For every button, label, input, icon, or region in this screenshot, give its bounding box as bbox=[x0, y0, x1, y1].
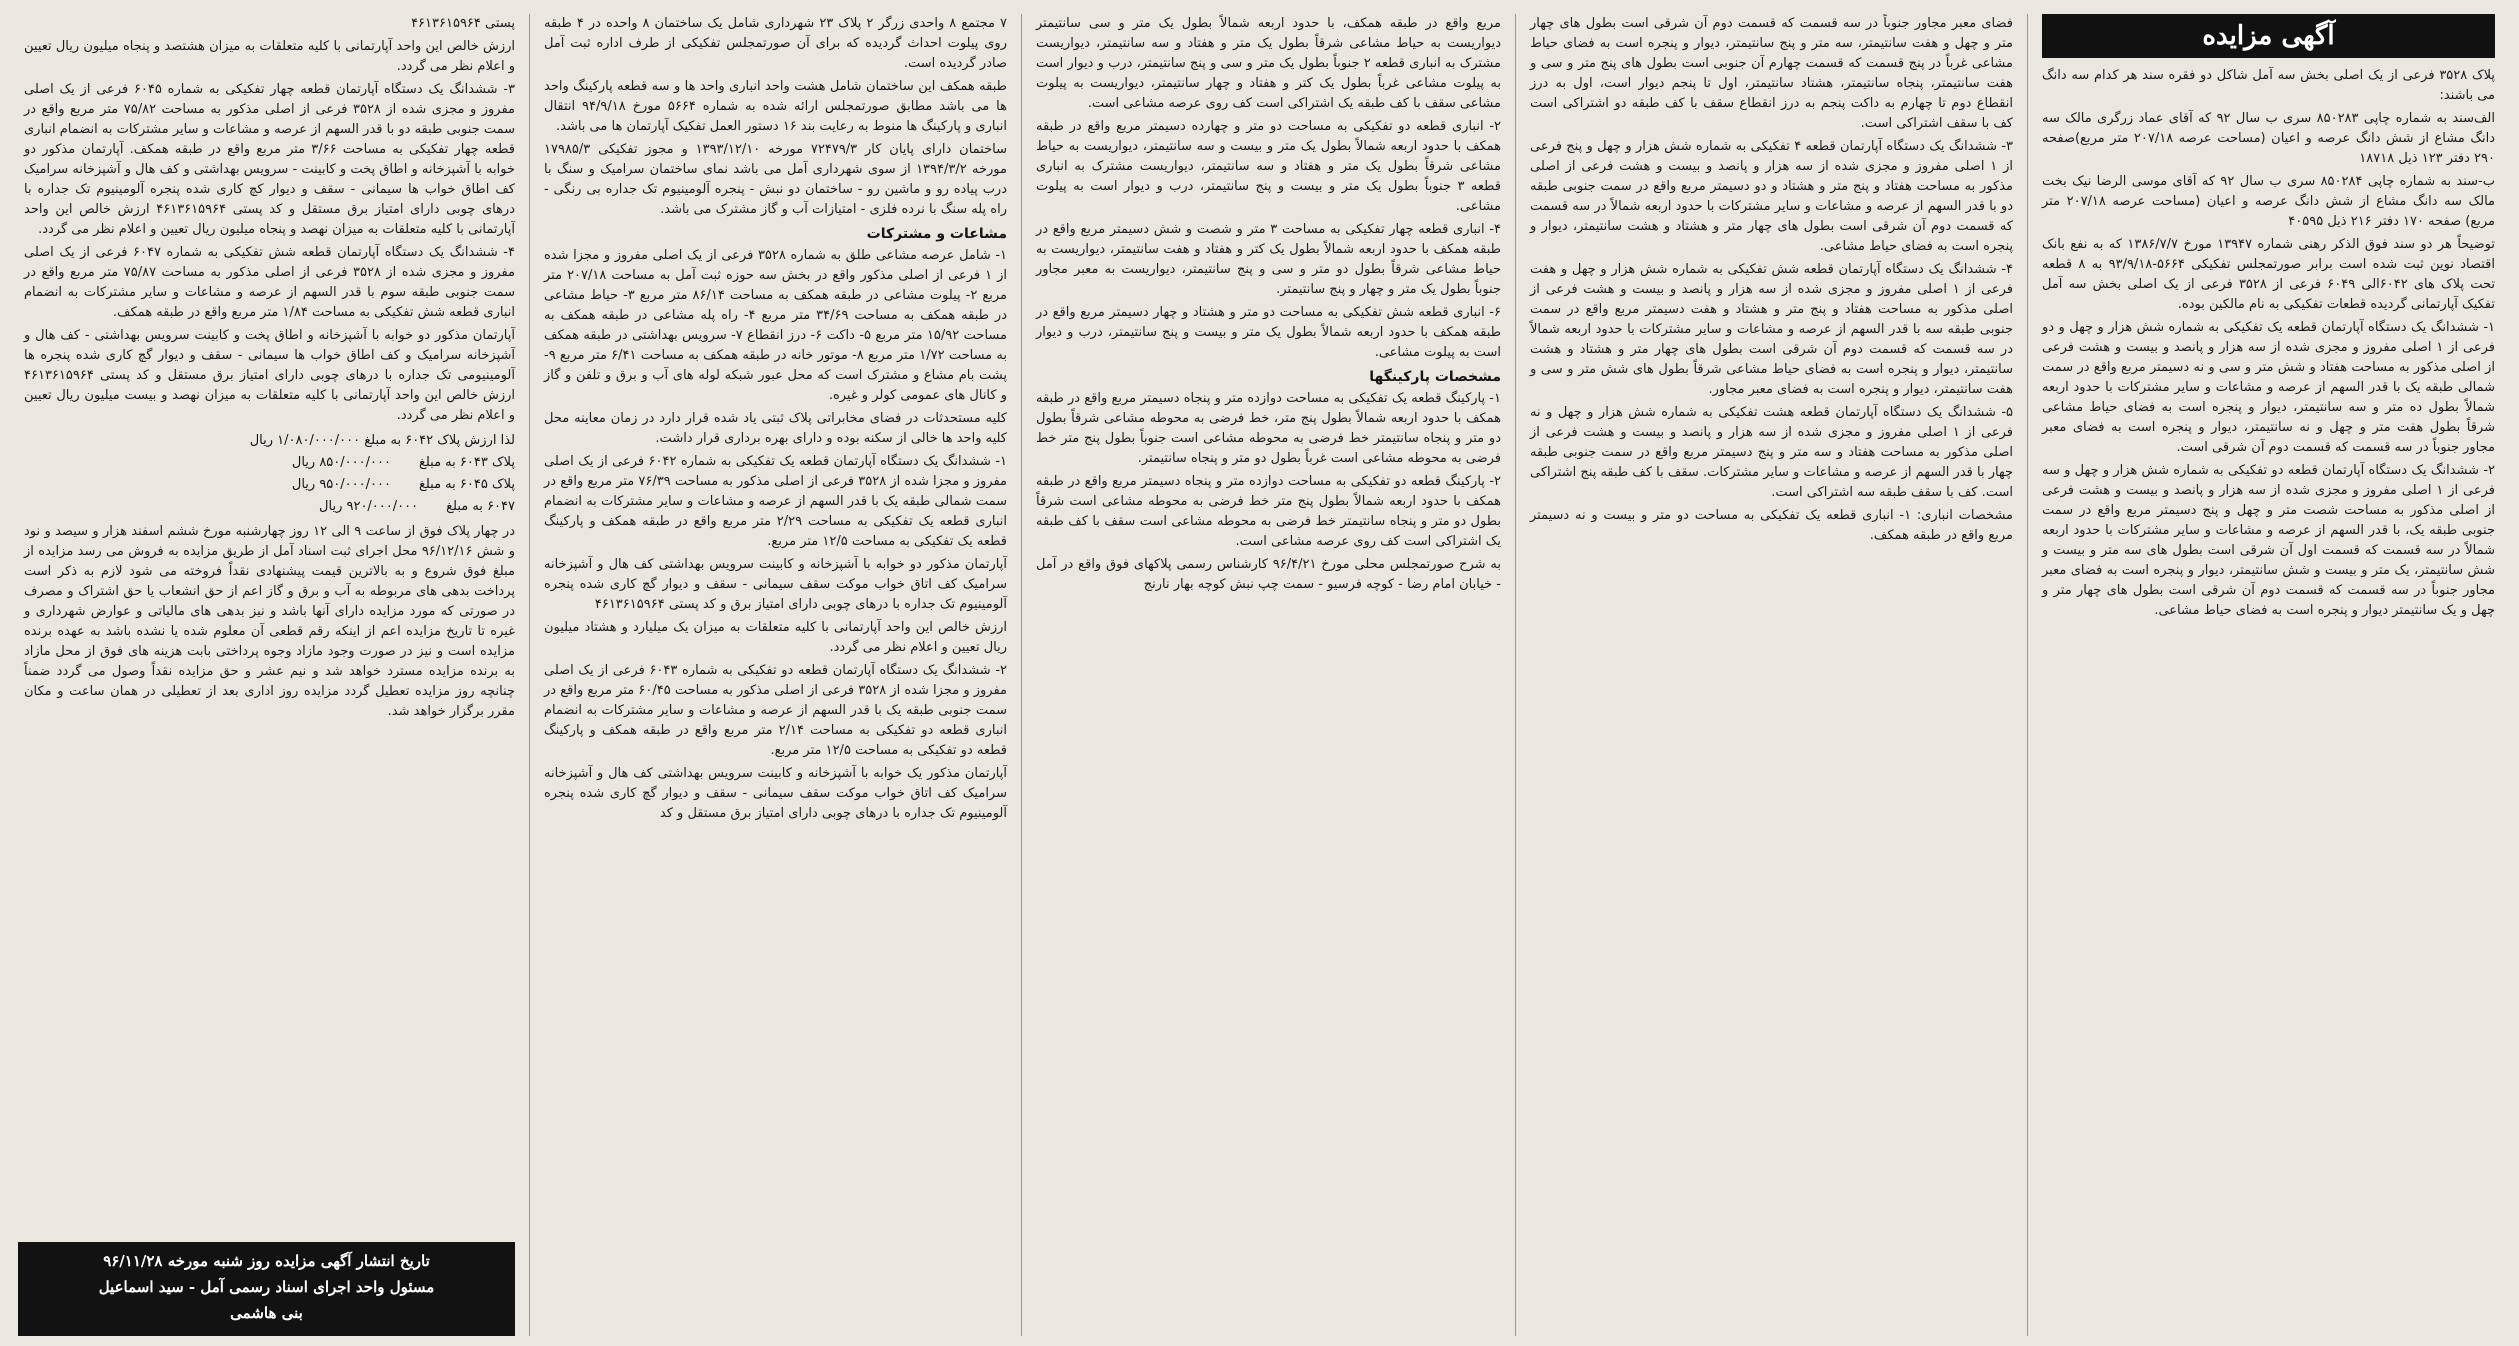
paragraph: در چهار پلاک فوق از ساعت ۹ الی ۱۲ روز چهارشنبه مورخ ششم اسفند هزار و سیصد و نود و شش ۹۶/۱۲/۱۶ محل اجرای ثبت اسناد آمل از طریق مزایده به فروش می رسد مزایده از مبلغ فوق شروع و به بالاترین قیمت پیشنهادی نقداً فروخته می شود لازم به ذکر است پرداخت بدهی های مربوطه به آب و برق و گاز اعم از حق انشعاب یا حق اشتراک و مصرف در صورتی که مورد مزایده دارای آنها باشد و نیز بدهی های مالیاتی و عوارض شهرداری و غیره تا تاریخ مزایده اعم از اینکه رقم قطعی آن معلوم شده یا نشده باشد به عهده برنده مزایده است و نیز در صورت وجود مازاد وجوه پرداختی بابت هزینه های فوق از محل مازاد به برنده مزایده مسترد خواهد شد و نیم عشر و حق مزایده نقداً وصول می گردد ضمناً چنانچه روز مزایده تعطیل گردد مزایده روز اداری بعد از تعطیلی در همان ساعت و مکان مقرر برگزار خواهد شد. bbox=[24, 524, 515, 719]
price-label: پلاک ۶۰۴۵ به مبلغ bbox=[418, 477, 515, 492]
paragraph: ۱- پارکینگ قطعه یک تفکیکی به مساحت دوازده متر و پنجاه دسیمتر مربع واقع در طبقه همکف با حدود اربعه شمالاً بطول پنج متر، خط فرضی به محوطه مشاعی شرقاً بطول دو متر و پنجاه سانتیمتر خط فرضی به محوطه مشاعی است جنوباً بطول پنج متر خط فرضی به محوطه مشاعی است غرباً بطول دو متر و پنجاه سانتیمتر. bbox=[1036, 391, 1501, 466]
paragraph: ارزش خالص این واحد آپارتمانی با کلیه متعلقات به میزان یک میلیارد و هشتاد میلیون ریال تعیین و اعلام نظر می گردد. bbox=[544, 620, 1007, 655]
column-2 bbox=[1515, 14, 2027, 1336]
price-label: ۶۰۴۷ به مبلغ bbox=[446, 499, 515, 514]
notice-heading: آگهی مزایده bbox=[2042, 14, 2495, 58]
column-4 bbox=[529, 14, 1021, 1336]
paragraph: پلاک ۳۵۲۸ فرعی از یک اصلی بخش سه آمل شاکل دو فقره سند هر کدام سه دانگ می باشند: bbox=[2042, 68, 2495, 103]
paragraph: ۴- ششدانگ یک دستگاه آپارتمان قطعه شش تفکیکی به شماره شش هزار و چهل و هفت فرعی از ۱ اصلی مفروز و مجزی شده از سه هزار و پانصد و بیست و هشت فرعی از اصلی مذکور به مساحت هفتاد و پنج متر و هشتاد و هفت دسیمتر مربع واقع در سمت جنوبی طبقه سه با قدر السهم از عرصه و مشاعات و سایر مشترکات با حدود اربعه شمالاً در سه قسمت که قسمت دوم آن شرقی است بطول های چهار متر و هشتاد و هشت سانتیمتر، دیوار و پنجره است به فضای حیاط مشاعی شرقاً بطول های شش متر و سی و هفت سانتیمتر، دیوار و پنجره است به فضای معبر مجاور. bbox=[1530, 262, 2013, 397]
paragraph: ۱- ششدانگ یک دستگاه آپارتمان قطعه یک تفکیکی به شماره شش هزار و چهل و دو فرعی از ۱ اصلی مفروز و مجزی شده از سه هزار و پانصد و بیست و هشت فرعی از اصلی مذکور به مساحت هفتاد و شش متر و سی و نه دسیمتر مربع واقع در سمت شمالی طبقه یک با قدر السهم از عرصه و مشاعات و سایر مشترکات با حدود اربعه شمالاً بطول ده متر و سه سانتیمتر، دیوار و پنجره است به فضای حیاط مشاعی شرقاً بطول هفت متر و چهل و نه سانتیمتر، دیوار و پنجره است به فضای معبر مجاور جنوباً در سه قسمت که قسمت دوم آن شرقی است. bbox=[2042, 320, 2496, 455]
paragraph: الف‌سند به شماره چاپی ۸۵۰۲۸۳ سری ب سال ۹۲ که آقای عماد زرگری مالک سه دانگ مشاع از شش دانگ عرصه و اعیان (مساحت عرصه ۲۰۷/۱۸ متر مربع)صفحه ۲۹۰ دفتر ۱۲۳ ذیل ۱۸۷۱۸ bbox=[2042, 111, 2495, 166]
price-label: پلاک ۶۰۴۳ به مبلغ bbox=[418, 455, 515, 470]
price-row bbox=[24, 496, 515, 518]
paragraph: توضیحاً هر دو سند فوق الذکر رهنی شماره ۱۳۹۴۷ مورخ ۱۳۸۶/۷/۷ که به نفع بانک اقتصاد نوین ثبت شده است برابر صورتمجلس تفکیکی ۵۶۶۴-۹۳/۹/۱۸ به ۸ قطعه تحت پلاک های ۶۰۴۲الی ۶۰۴۹ فرعی از ۳۵۲۸ فرعی از یک اصلی بخش سه آمل تفکیک آپارتمانی گردیده قطعات تفکیکی به نام مالکین بوده. bbox=[2042, 237, 2495, 312]
footer-date-line: تاریخ انتشار آگهی مزایده روز شنبه مورخه ۹۶/۱۱/۲۸ bbox=[103, 1252, 430, 1270]
paragraph: ۲- ششدانگ یک دستگاه آپارتمان قطعه دو تفکیکی به شماره شش هزار و چهل و سه فرعی از ۱ اصلی مفروز و مجزی شده از سه هزار و پانصد و بیست و هشت فرعی از اصلی مذکور به مساحت شصت متر و چهل و پنج دسیمتر مربع واقع در سمت جنوبی طبقه یک، با قدر السهم از عرصه و مشاعات و سایر مشترکات با حدود اربعه شمالاً در سه قسمت که قسمت اول آن شرقی است بطول های سه متر و بیست و شش سانتیمتر، یک متر و بیست و شش سانتیمتر، دیوار و پنجره است به فضای معبر مجاور جنوباً در سه قسمت که قسمت دوم آن شرقی است بطول های چهار متر و چهل و یک سانتیمتر دیوار و پنجره است به فضای حیاط مشاعی. bbox=[2042, 463, 2496, 618]
paragraph: ۳- ششدانگ یک دستگاه آپارتمان قطعه چهار تفکیکی به شماره ۶۰۴۵ فرعی از یک اصلی مفروز و مجزی شده از ۳۵۲۸ فرعی از اصلی مذکور به مساحت ۷۵/۸۲ متر مربع واقع در سمت جنوبی طبقه دو با قدر السهم از عرصه و مشاعات و سایر مشترکات به انضمام انباری قطعه چهار تفکیکی به مساحت ۳/۶۶ متر مربع واقع در طبقه همکف. آپارتمان مذکور دو خوابه با آشپزخانه و اطاق پخت و کابینت - سرویس بهداشتی و کف هال و آشپزخانه سرامیک کف اطاق خواب ها سیمانی - سقف و دیوار کچ کاری شده پنجره آلومینیوم تک جداره با درهای چوبی دارای امتیاز برق مستقل و کد پستی ۴۶۱۳۶۱۵۹۶۴ ارزش خالص این واحد آپارتمانی با کلیه متعلقات به میزان نهصد و پنجاه میلیون ریال تعیین و اعلام نظر می گردد. bbox=[24, 82, 515, 237]
paragraph: آپارتمان مذکور دو خوابه با آشپزخانه و اطاق پخت و کابینت سرویس بهداشتی - کف هال و آشپزخانه سرامیک و کف اطاق خواب ها سیمانی - سقف و دیوار گچ کاری شده پنجره ها آلومینیومی تک جداره با درهای چوبی دارای امتیاز برق مستقل و کد پستی ۴۶۱۳۶۱۵۹۶۴ ارزش خالص این واحد آپارتمانی با کلیه متعلقات به میزان نهصد و بیست میلیون ریال تعیین و اعلام نظر می گردد. bbox=[24, 328, 515, 423]
paragraph: ارزش خالص این واحد آپارتمانی با کلیه متعلقات به میزان هشتصد و پنجاه میلیون ریال تعیین و اعلام نظر می گردد. bbox=[24, 39, 515, 74]
paragraph: ساختمان دارای پایان کار ۷۲۴۷۹/۳ مورخه ۱۳۹۳/۱۲/۱۰ و مجوز تفکیکی ۱۷۹۸۵/۳ مورخه ۱۳۹۴/۳/۲ از سوی شهرداری آمل می باشد نمای ساختمان سرامیک و سنگ با درب پیاده رو و ماشین رو - ساختمان دو نبش - پنجره آلومینیوم تک جداره بی رنگی - راه پله سنگ با نرده فلزی - امتیازات آب و گاز مشترک می باشد. bbox=[544, 142, 1007, 217]
footer-name-line: بنی هاشمی bbox=[230, 1304, 303, 1322]
section-heading: مشاعات و مشترکات bbox=[866, 226, 1007, 242]
paragraph: فضای معبر مجاور جنوباً در سه قسمت که قسمت دوم آن شرقی است بطول های چهار متر و چهل و هفت سانتیمتر، سه متر و پنج سانتیمتر، دیوار و پنجره است به فضای حیاط مشاعی غرباً در پنج قسمت که قسمت چهارم آن جنوبی است بطول های پنج متر و سی و هفت سانتیمتر، پنجاه سانتیمتر، هشتاد سانتیمتر، اول تا پنجم دیوار است، اول به درز انقطاع دوم تا چهارم به داکت پنجم به درز انقطاع سقف با کف طبقه دو اشتراکی است کف با سقف اشتراکی است. bbox=[1530, 16, 2013, 131]
price-value: ۹۲۰/۰۰۰/۰۰۰ ریال bbox=[319, 499, 419, 514]
paragraph: ۱- شامل عرصه مشاعی طلق به شماره ۳۵۲۸ فرعی از یک اصلی مفروز و مجزا شده از ۱ فرعی از اصلی مذکور واقع در بخش سه حوزه ثبت آمل به مساحت ۲۰۷/۱۸ متر مربع ۲- پیلوت مشاعی در طبقه همکف به مساحت ۸۶/۱۴ متر مربع ۳- حیاط مشاعی در طبقه همکف به مساحت ۳۴/۶۹ متر مربع ۴- راه پله مشاعی در طبقه همکف به مساحت ۱۵/۹۲ متر مربع ۵- داکت ۶- درز انقطاع ۷- سرویس بهداشتی در طبقه همکف به مساحت ۱/۷۲ متر مربع ۸- موتور خانه در طبقه همکف به مساحت ۶/۴۱ متر مربع ۹- پشت بام مشاع و مشترک است که محل عبور شبکه لوله های آب و برق و تلفن و گاز و کانال های عمومی کولر و غیره. bbox=[544, 248, 1008, 403]
column-5 bbox=[10, 14, 529, 1336]
paragraph: مربع واقع در طبقه همکف، با حدود اربعه شمالاً بطول یک متر و سی سانتیمتر دیواریست به حیاط مشاعی شرقاً بطول یک متر و هفتاد و سه سانتیمتر، دیواریست مشترک به انباری قطعه ۲ جنوباً بطول یک متر و سی و پنج سانتیمتر، درب و دیوار است به پیلوت مشاعی غرباً بطول یک کتر و هفتاد و چهار سانتیمتر، دیواریست به پیلوت مشاعی سقف با کف طبقه یک اشتراکی است کف روی عرصه مشاعی است. bbox=[1036, 16, 1501, 111]
price-title: لذا ارزش پلاک ۶۰۴۲ به مبلغ ۱/۰۸۰/۰۰۰/۰۰۰ ریال bbox=[249, 433, 515, 448]
price-list bbox=[24, 430, 515, 518]
price-value: ۸۵۰/۰۰۰/۰۰۰ ریال bbox=[291, 455, 391, 470]
paragraph: ۷ مجتمع ۸ واحدی زرگر ۲ پلاک ۲۳ شهرداری شامل یک ساختمان ۸ واحده در ۴ طبقه روی پیلوت احداث گردیده که برای آن صورتمجلس تفکیکی از طرف اداره ثبت آمل صادر گردیده است. bbox=[544, 16, 1007, 71]
paragraph: ۴- ششدانگ یک دستگاه آپارتمان قطعه شش تفکیکی به شماره ۶۰۴۷ فرعی از یک اصلی مفروز و مجزی شده از ۳۵۲۸ فرعی از اصلی مذکور به مساحت ۷۵/۸۷ متر مربع واقع در سمت جنوبی طبقه سوم با قدر السهم از عرصه و مشاعات و سایر مشترکات به انضمام انباری قطعه شش تفکیکی به مساحت ۱/۸۴ متر مربع واقع در طبقه همکف. bbox=[24, 245, 515, 320]
price-row bbox=[24, 452, 515, 474]
paragraph: پستی ۴۶۱۳۶۱۵۹۶۴ bbox=[411, 16, 515, 31]
paragraph: آپارتمان مذکور یک خوابه با آشپزخانه و کابینت سرویس بهداشتی کف هال و آشپزخانه سرامیک کف اتاق خواب موکت سقف سیمانی - سقف و دیوار گچ کاری شده پنجره آلومینیوم تک جداره با درهای چوبی دارای امتیاز برق مستقل و کد bbox=[544, 766, 1007, 821]
price-value: ۹۵۰/۰۰۰/۰۰۰ ریال bbox=[291, 477, 391, 492]
paragraph: ۴- انباری قطعه چهار تفکیکی به مساحت ۳ متر و شصت و شش دسیمتر مربع واقع در طبقه همکف با حدود اربعه شمالاً بطول یک کتر و هفتاد و هفت سانتیمتر، دیواریست به حیاط مشاعی شرقاً بطول دو متر و سی و پنج سانتیمتر، دیواریست به معبر مجاور جنوباً بطول یک متر و چهار و پنج سانتیمتر. bbox=[1036, 222, 1502, 297]
paragraph: کلیه مستحدثات در فضای مخابراتی پلاک ثبتی یاد شده قرار دارد در زمان معاینه محل کلیه واحد ها خالی از سکنه بوده و دارای بهره برداری قرار داشت. bbox=[544, 411, 1007, 446]
paragraph: ۵- ششدانگ یک دستگاه آپارتمان قطعه هشت تفکیکی به شماره شش هزار و چهل و نه فرعی از ۱ اصلی مفروز و مجزی شده از سه هزار و پانصد و بیست و هشت فرعی از اصلی مذکور به مساحت هفتاد و سه متر و پنج دسیمتر مربع واقع در سمت جنوبی طبقه چهار با قدر السهم از عرصه و مشاعات و سایر مشترکات. سقف با کف طبقه پنج اشتراکی است. کف با سقف طبقه سه اشتراکی است. bbox=[1530, 405, 2013, 500]
paragraph: مشخصات انباری: ۱- انباری قطعه یک تفکیکی به مساحت دو متر و بیست و نه دسیمتر مربع واقع در طبقه همکف. bbox=[1530, 508, 2013, 543]
paragraph: طبقه همکف این ساختمان شامل هشت واحد انباری واحد ها و سه قطعه پارکینگ واحد ها می باشد مطابق صورتمجلس ارائه شده به شماره ۵۶۶۴ مورخ ۹۴/۹/۱۸ انتقال انباری و پارکینگ ها منوط به رعایت بند ۱۶ دستور العمل تفکیک آپارتمان ها می باشد. bbox=[544, 79, 1007, 134]
paragraph: ۲- ششدانگ یک دستگاه آپارتمان قطعه دو تفکیکی به شماره ۶۰۴۳ فرعی از یک اصلی مفروز و مجزا شده از ۳۵۲۸ فرعی از اصلی مذکور به مساحت ۶۰/۴۵ متر مربع واقع در سمت جنوبی طبقه یک با قدر السهم از عرصه و مشاعات و سایر مشترکات به انضمام انباری قطعه دو تفکیکی به مساحت ۲/۱۴ متر مربع واقع در طبقه همکف و پارکینگ قطعه دو تفکیکی به مساحت ۱۲/۵ متر مربع. bbox=[544, 663, 1008, 758]
paragraph: ۶- انباری قطعه شش تفکیکی به مساحت دو متر و هشتاد و چهار دسیمتر مربع واقع در طبقه همکف با حدود اربعه شمالاً بطول یک متر و بیست و پنج سانتیمتر، درب و دیوار است به پیلوت مشاعی. bbox=[1036, 305, 1501, 360]
section-heading: مشخصات پارکینگها bbox=[1369, 369, 1501, 385]
paragraph: ۱- ششدانگ یک دستگاه آپارتمان قطعه یک تفکیکی به شماره ۶۰۴۲ فرعی از یک اصلی مفروز و مجزا شده از ۳۵۲۸ فرعی از اصلی مذکور به مساحت ۷۶/۳۹ متر مربع واقع در سمت شمالی طبقه یک با قدر السهم از عرصه و مشاعات و سایر مشترکات به انضمام انباری قطعه یک تفکیکی به مساحت ۲/۲۹ متر مربع واقع در طبقه همکف و پارکینگ قطعه یک تفکیکی به مساحت ۱۲/۵ متر مربع. bbox=[544, 454, 1008, 549]
price-row bbox=[24, 474, 515, 496]
paragraph: ۳- ششدانگ یک دستگاه آپارتمان قطعه ۴ تفکیکی به شماره شش هزار و چهل و پنج فرعی از ۱ اصلی مفروز و مجزی شده از سه هزار و پانصد و بیست و هشت فرعی از اصلی مذکور به مساحت هفتاد و پنج متر و هشتاد و دو دسیمتر مربع واقع در سمت جنوبی طبقه دو با قدر السهم از عرصه و مشاعات و سایر مشترکات با حدود اربعه شمالاً در سه قسمت که قسمت دوم آن شرقی است بطول های چهار متر و هشتاد و هشت سانتیمتر، دیوار و پنجره است به فضای حیاط مشاعی. bbox=[1530, 139, 2014, 254]
paragraph: به شرح صورتمجلس محلی مورخ ۹۶/۴/۲۱ کارشناس رسمی پلاکهای فوق واقع در آمل - خیابان امام رضا - کوچه فرسیو - سمت چپ نبش کوچه بهار نارنج bbox=[1036, 557, 1502, 592]
column-3 bbox=[1021, 14, 1515, 1336]
paragraph: ب-سند به شماره چاپی ۸۵۰۲۸۴ سری ب سال ۹۲ که آقای موسی الرضا نیک بخت مالک سه دانگ مشاع از شش دانگ عرصه و اعیان (مساحت عرصه ۲۰۷/۱۸ متر مربع) صفحه ۱۷۰ دفتر ۲۱۶ ذیل ۴۰۵۹۵ bbox=[2042, 174, 2495, 229]
paragraph: آپارتمان مذکور دو خوابه با آشپزخانه و کابینت سرویس بهداشتی کف هال و آشپزخانه سرامیک کف اتاق خواب موکت سقف سیمانی - سقف و دیوار گچ کاری شده پنجره آلومینیوم تک جداره با درهای چوبی دارای امتیاز برق و کد پستی ۴۶۱۳۶۱۵۹۶۴ bbox=[544, 557, 1007, 612]
footer-office-line: مسئول واحد اجرای اسناد رسمی آمل - سید اسماعیل bbox=[98, 1278, 435, 1296]
column-1 bbox=[2027, 14, 2509, 1336]
paragraph: ۲- پارکینگ قطعه دو تفکیکی به مساحت دوازده متر و پنجاه دسیمتر مربع واقع در طبقه همکف با حدود اربعه شمالاً بطول پنج متر خط فرضی به محوطه مشاعی است شرقاً بطول دو متر و پنجاه سانتیمتر خط فرضی به محوطه مشاعی است سقف با کف طبقه یک اشتراکی است کف روی عرصه مشاعی است. bbox=[1036, 474, 1501, 549]
paragraph: ۲- انباری قطعه دو تفکیکی به مساحت دو متر و چهارده دسیمتر مربع واقع در طبقه همکف با حدود اربعه شمالاً بطول یک متر و بیست و سه سانتیمتر، دیواریست به حیاط مشاعی شرقاً بطول یک متر و هفتاد و سه سانتیمتر، دیواریست مشترک به انباری قطعه ۳ جنوباً بطول یک متر و بیست و پنج سانتیمتر، درب و دیوار است به پیلوت مشاعی. bbox=[1036, 119, 1501, 214]
price-row bbox=[24, 430, 515, 452]
publication-footer bbox=[18, 1242, 515, 1336]
